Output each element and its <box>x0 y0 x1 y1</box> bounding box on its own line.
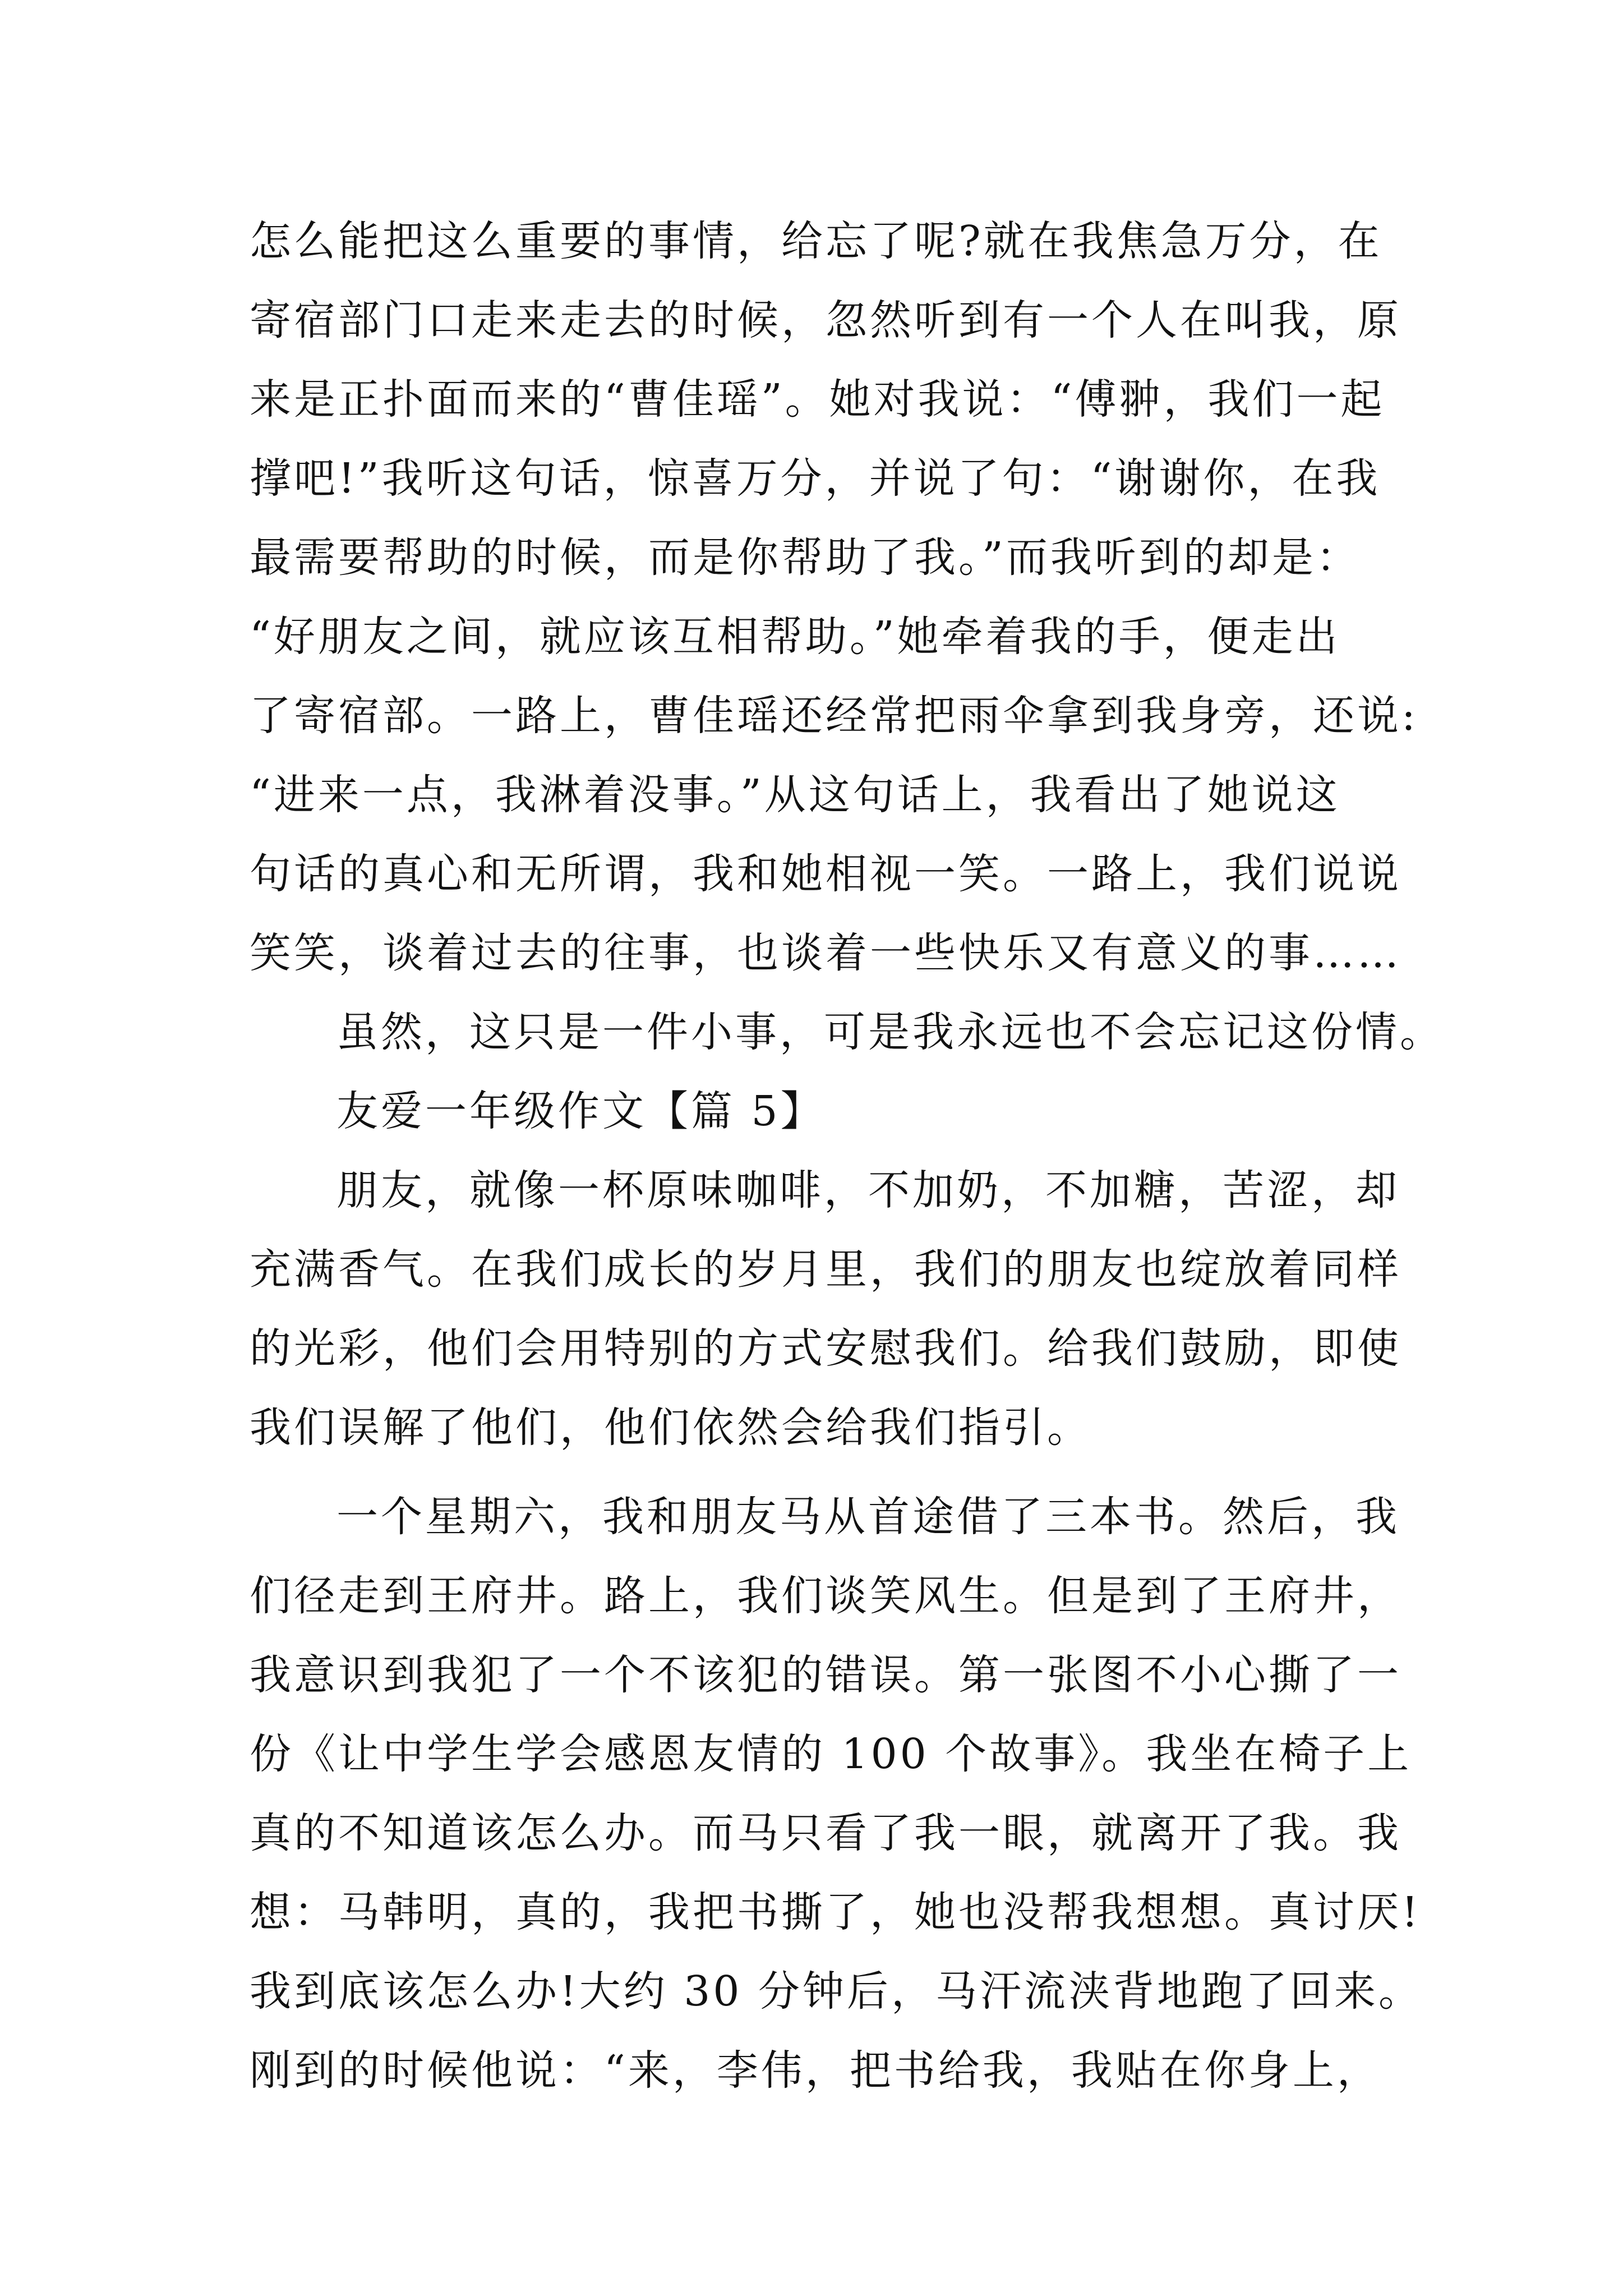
text-line: 一个星期六，我和朋友马从首途借了三本书。然后，我 <box>336 1493 1400 1541</box>
text-line: 朋友，就像一杯原味咖啡，不加奶，不加糖，苦涩，却 <box>336 1166 1400 1214</box>
text-line: 来是正扑面而来的“曹佳瑶”。她对我说：“傅翀，我们一起 <box>250 375 1385 424</box>
document-body <box>250 202 1444 2110</box>
text-line: 们径走到王府井。路上，我们谈笑风生。但是到了王府井， <box>250 1572 1401 1620</box>
text-line: 虽然，这只是一件小事，可是我永远也不会忘记这份情。 <box>336 1008 1444 1056</box>
text-line: 充满香气。在我们成长的岁月里，我们的朋友也绽放着同样 <box>250 1245 1401 1294</box>
text-line: 句话的真心和无所谓，我和她相视一笑。一路上，我们说说 <box>250 850 1401 898</box>
text-line: 的光彩，他们会用特别的方式安慰我们。给我们鼓励，即使 <box>250 1324 1401 1373</box>
text-line: 寄宿部门口走来走去的时候，忽然听到有一个人在叫我，原 <box>250 296 1401 344</box>
text-line: 笑笑，谈着过去的往事，也谈着一些快乐又有意义的事…… <box>250 929 1401 977</box>
text-line: 份《让中学生学会感恩友情的 100 个故事》。我坐在椅子上 <box>250 1730 1412 1778</box>
text-line: 了寄宿部。一路上，曹佳瑶还经常把雨伞拿到我身旁，还说: <box>250 692 1418 740</box>
text-line: 刚到的时候他说：“来，李伟，把书给我，我贴在你身上， <box>250 2046 1381 2095</box>
text-line: 想：马韩明，真的，我把书撕了，她也没帮我想想。真讨厌! <box>250 1888 1421 1936</box>
text-line: 怎么能把这么重要的事情，给忘了呢?就在我焦急万分，在 <box>250 217 1382 265</box>
text-line: “进来一点，我淋着没事。”从这句话上，我看出了她说这 <box>250 771 1340 819</box>
paragraph-gap <box>250 1467 1382 1478</box>
text-line: 最需要帮助的时候，而是你帮助了我。”而我听到的却是： <box>250 533 1361 582</box>
text-line: 我们误解了他们，他们依然会给我们指引。 <box>250 1404 1091 1452</box>
text-line: 撑吧!”我听这句话，惊喜万分，并说了句：“谢谢你，在我 <box>250 454 1381 503</box>
text-line: 我到底该怎么办!大约 30 分钟后，马汗流浃背地跑了回来。 <box>250 1967 1423 2016</box>
text-line: 真的不知道该怎么办。而马只看了我一眼，就离开了我。我 <box>250 1809 1401 1857</box>
section-heading: 友爱一年级作文【篇 5】 <box>336 1087 825 1135</box>
text-line: “好朋友之间，就应该互相帮助。”她牵着我的手，便走出 <box>250 613 1340 661</box>
text-line: 我意识到我犯了一个不该犯的错误。第一张图不小心撕了一 <box>250 1651 1401 1699</box>
